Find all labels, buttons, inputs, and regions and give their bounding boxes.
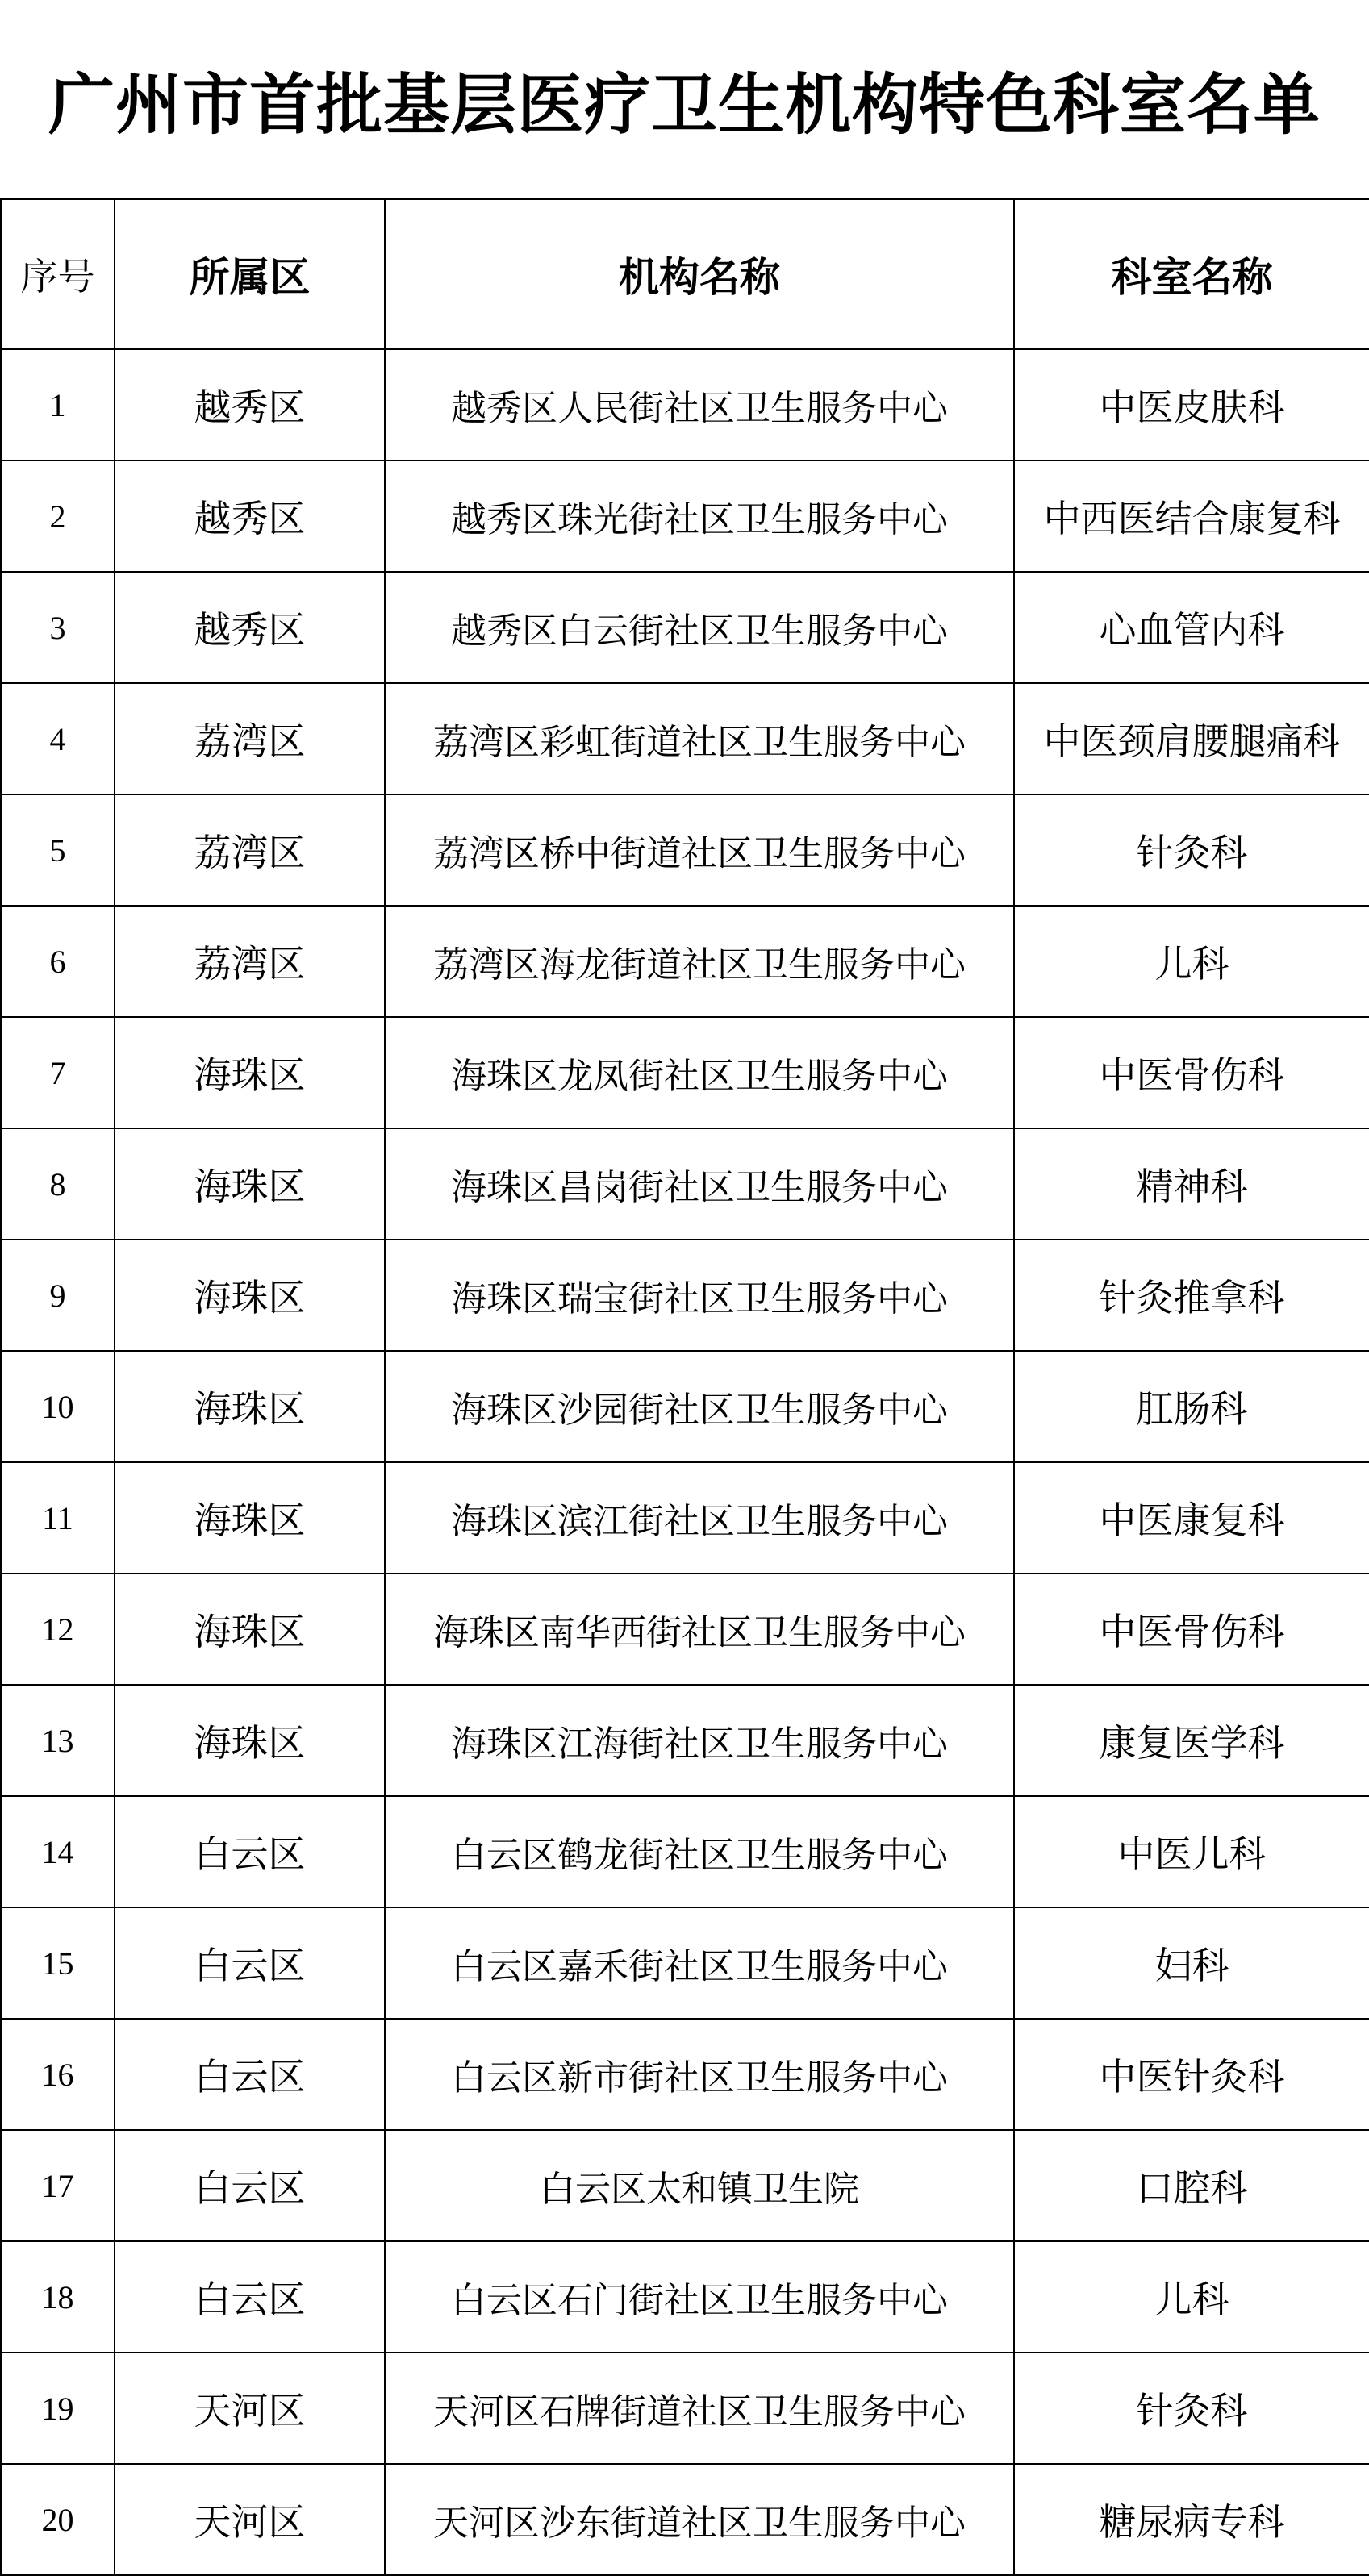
table-row — [1, 2130, 1369, 2241]
department-name-cell: 肛肠科 — [1014, 1351, 1369, 1462]
table-row — [1, 2241, 1369, 2353]
institution-name-cell: 越秀区珠光街社区卫生服务中心 — [385, 461, 1014, 572]
department-name-cell: 康复医学科 — [1014, 1685, 1369, 1796]
district-cell: 荔湾区 — [115, 794, 385, 906]
department-name-cell: 中医骨伤科 — [1014, 1574, 1369, 1685]
table-row — [1, 1907, 1369, 2019]
row-number: 2 — [1, 461, 115, 572]
table-row — [1, 461, 1369, 572]
table-row — [1, 906, 1369, 1017]
department-name-cell: 中医颈肩腰腿痛科 — [1014, 683, 1369, 794]
table-row — [1, 2353, 1369, 2464]
row-number: 18 — [1, 2241, 115, 2353]
institution-name-cell: 天河区沙东街道社区卫生服务中心 — [385, 2464, 1014, 2575]
district-cell: 荔湾区 — [115, 906, 385, 1017]
institution-name-cell: 荔湾区海龙街道社区卫生服务中心 — [385, 906, 1014, 1017]
row-number: 17 — [1, 2130, 115, 2241]
district-cell: 白云区 — [115, 1796, 385, 1907]
institution-name-cell: 海珠区瑞宝街社区卫生服务中心 — [385, 1240, 1014, 1351]
department-name-cell: 中医儿科 — [1014, 1796, 1369, 1907]
department-name-cell: 针灸推拿科 — [1014, 1240, 1369, 1351]
institution-name-cell: 白云区太和镇卫生院 — [385, 2130, 1014, 2241]
department-name-cell: 针灸科 — [1014, 794, 1369, 906]
table-row — [1, 2019, 1369, 2130]
institution-name-cell: 海珠区龙凤街社区卫生服务中心 — [385, 1017, 1014, 1128]
row-number: 13 — [1, 1685, 115, 1796]
institution-name-cell: 海珠区滨江街社区卫生服务中心 — [385, 1462, 1014, 1574]
department-name-cell: 中医针灸科 — [1014, 2019, 1369, 2130]
institution-name-cell: 海珠区江海街社区卫生服务中心 — [385, 1685, 1014, 1796]
district-cell: 海珠区 — [115, 1351, 385, 1462]
district-cell: 海珠区 — [115, 1462, 385, 1574]
department-name-cell: 妇科 — [1014, 1907, 1369, 2019]
table-row — [1, 1574, 1369, 1685]
district-cell: 越秀区 — [115, 572, 385, 683]
row-number: 20 — [1, 2464, 115, 2575]
row-number: 9 — [1, 1240, 115, 1351]
row-number: 5 — [1, 794, 115, 906]
row-number: 15 — [1, 1907, 115, 2019]
table-row — [1, 572, 1369, 683]
district-cell: 天河区 — [115, 2464, 385, 2575]
district-cell: 越秀区 — [115, 349, 385, 461]
department-name-cell: 儿科 — [1014, 2241, 1369, 2353]
table-row — [1, 1796, 1369, 1907]
institution-name-cell: 海珠区沙园街社区卫生服务中心 — [385, 1351, 1014, 1462]
institution-name-cell: 海珠区南华西街社区卫生服务中心 — [385, 1574, 1014, 1685]
district-cell: 白云区 — [115, 2130, 385, 2241]
institution-name-cell: 荔湾区桥中街道社区卫生服务中心 — [385, 794, 1014, 906]
row-number: 19 — [1, 2353, 115, 2464]
row-number: 3 — [1, 572, 115, 683]
table-row — [1, 349, 1369, 461]
department-name-cell: 口腔科 — [1014, 2130, 1369, 2241]
table-header-row — [1, 199, 1369, 349]
row-number: 7 — [1, 1017, 115, 1128]
table-row — [1, 683, 1369, 794]
institution-name-cell: 荔湾区彩虹街道社区卫生服务中心 — [385, 683, 1014, 794]
institution-name-cell: 越秀区白云街社区卫生服务中心 — [385, 572, 1014, 683]
table-row — [1, 1128, 1369, 1240]
table-row — [1, 2464, 1369, 2575]
table-row — [1, 1240, 1369, 1351]
row-number: 8 — [1, 1128, 115, 1240]
table-row — [1, 1685, 1369, 1796]
district-cell: 海珠区 — [115, 1240, 385, 1351]
row-number: 11 — [1, 1462, 115, 1574]
institution-name-cell: 白云区嘉禾街社区卫生服务中心 — [385, 1907, 1014, 2019]
department-name-cell: 儿科 — [1014, 906, 1369, 1017]
row-number: 4 — [1, 683, 115, 794]
institution-name-cell: 天河区石牌街道社区卫生服务中心 — [385, 2353, 1014, 2464]
table-row — [1, 1017, 1369, 1128]
institution-name-cell: 白云区石门街社区卫生服务中心 — [385, 2241, 1014, 2353]
department-name-cell: 糖尿病专科 — [1014, 2464, 1369, 2575]
header-department: 科室名称 — [1014, 199, 1369, 349]
header-district: 所属区 — [115, 199, 385, 349]
district-cell: 越秀区 — [115, 461, 385, 572]
table-row — [1, 1351, 1369, 1462]
row-number: 12 — [1, 1574, 115, 1685]
header-number: 序号 — [1, 199, 115, 349]
row-number: 10 — [1, 1351, 115, 1462]
page-title: 广州市首批基层医疗卫生机构特色科室名单 — [48, 65, 1321, 144]
table-body — [1, 349, 1369, 2575]
department-name-cell: 中医皮肤科 — [1014, 349, 1369, 461]
district-cell: 天河区 — [115, 2353, 385, 2464]
row-number: 6 — [1, 906, 115, 1017]
district-cell: 荔湾区 — [115, 683, 385, 794]
institution-name-cell: 海珠区昌岗街社区卫生服务中心 — [385, 1128, 1014, 1240]
institution-table — [0, 198, 1369, 2576]
district-cell: 白云区 — [115, 1907, 385, 2019]
district-cell: 海珠区 — [115, 1685, 385, 1796]
header-institution: 机构名称 — [385, 199, 1014, 349]
district-cell: 白云区 — [115, 2019, 385, 2130]
department-name-cell: 精神科 — [1014, 1128, 1369, 1240]
row-number: 16 — [1, 2019, 115, 2130]
institution-name-cell: 白云区鹤龙街社区卫生服务中心 — [385, 1796, 1014, 1907]
table-row — [1, 1462, 1369, 1574]
district-cell: 海珠区 — [115, 1017, 385, 1128]
district-cell: 白云区 — [115, 2241, 385, 2353]
department-name-cell: 中西医结合康复科 — [1014, 461, 1369, 572]
row-number: 14 — [1, 1796, 115, 1907]
department-name-cell: 中医骨伤科 — [1014, 1017, 1369, 1128]
department-name-cell: 心血管内科 — [1014, 572, 1369, 683]
department-name-cell: 针灸科 — [1014, 2353, 1369, 2464]
table-row — [1, 794, 1369, 906]
institution-name-cell: 越秀区人民街社区卫生服务中心 — [385, 349, 1014, 461]
institution-name-cell: 白云区新市街社区卫生服务中心 — [385, 2019, 1014, 2130]
row-number: 1 — [1, 349, 115, 461]
district-cell: 海珠区 — [115, 1574, 385, 1685]
district-cell: 海珠区 — [115, 1128, 385, 1240]
department-name-cell: 中医康复科 — [1014, 1462, 1369, 1574]
